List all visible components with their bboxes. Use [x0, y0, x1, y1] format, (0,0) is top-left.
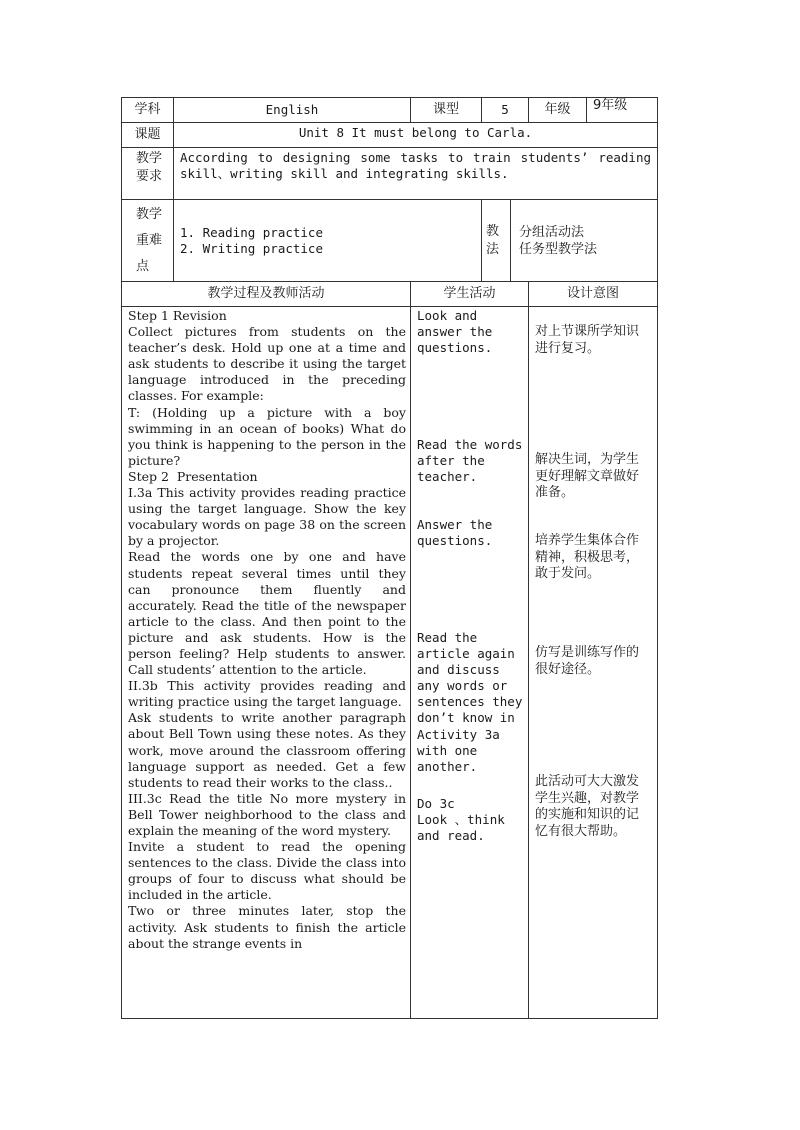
student-activity: Read the article again and discuss any words or sentences they don’t know in Activity 3a with one another.	[417, 630, 523, 774]
focus-label	[122, 200, 174, 282]
intent-item: 解决生词，为学生更好理解文章做好准备。	[535, 452, 640, 500]
method-item: 任务型教学法	[519, 241, 598, 257]
topic-value: Unit 8 It must belong to Carla.	[174, 123, 658, 148]
student-header: 学生活动	[411, 282, 529, 307]
intent-item: 对上节课所学知识进行复习。	[535, 324, 640, 356]
process-paragraph: Collect pictures from students on the teacher’s desk. Hold up one at a time and ask students to describe it using the target language introduced in the preceding classes. For example:	[128, 324, 410, 404]
intent-header: 设计意图	[529, 282, 658, 307]
header-row	[122, 98, 658, 123]
requirements-value: According to designing some tasks to train students’ reading skill、writing skill and integrating skills.	[174, 148, 658, 200]
process-paragraph: Two or three minutes later, stop the activity. Ask students to finish the article about the strange events in	[128, 903, 410, 951]
student-cell	[411, 307, 529, 1019]
process-text	[122, 307, 410, 1018]
process-paragraph: III.3c Read the title No more mystery in Bell Tower neighborhood to the class and explain the meaning of the word mystery.	[128, 790, 410, 838]
process-paragraph: Invite a student to read the opening sentences to the class. Divide the class into groups of four to discuss what should be included in the article.	[128, 839, 410, 903]
intent-item: 培养学生集体合作精神，积极思考，敢于发问。	[535, 533, 640, 581]
process-paragraph: Ask students to write another paragraph about Bell Town using these notes. As they work, move around the classroom offering language support as needed. Get a few students to read their works to the class..	[128, 710, 410, 790]
method-list	[511, 200, 658, 282]
focus-row	[122, 200, 658, 282]
requirements-row	[122, 148, 658, 200]
intent-text	[529, 307, 657, 840]
intent-item: 仿写是训练写作的很好途径。	[535, 645, 640, 677]
process-paragraph: I.3a This activity provides reading practice using the target language. Show the key vocabulary words on page 38 on the screen by a projector.	[128, 485, 410, 549]
process-cell	[122, 307, 411, 1019]
student-activity: Answer the questions.	[417, 517, 493, 549]
topic-row	[122, 123, 658, 148]
intent-cell	[529, 307, 658, 1019]
requirements-label-text: 教学要求	[136, 151, 163, 184]
student-activity: Read the words after the teacher.	[417, 437, 523, 485]
grade-value: 9年级	[587, 98, 658, 123]
process-paragraph: Step 1 Revision	[128, 308, 227, 323]
requirements-label	[122, 148, 174, 200]
focus-item: 1. Reading practice	[180, 224, 323, 240]
student-activity: Do 3c Look 、think and read.	[417, 796, 505, 844]
method-item: 分组活动法	[519, 224, 585, 240]
student-activity: Look and answer the questions.	[417, 308, 493, 356]
focus-item: 2. Writing practice	[180, 240, 323, 256]
column-header-row	[122, 282, 658, 307]
process-paragraph: Read the words one by one and have students repeat several times until they can pronounce them fluently and accurately. Read the title of the newspaper article to the class. And then point to the picture and ask students. How is the person feeling? Help students to answer. Call students’ attention to the article.	[128, 549, 410, 678]
process-paragraph: T: (Holding up a picture with a boy swimming in an ocean of books) What do you think is happening to the person in the picture?	[128, 404, 410, 468]
subject-label: 学科	[122, 98, 174, 123]
content-row	[122, 307, 658, 1019]
intent-item: 此活动可大大激发学生兴趣，对教学的实施和知识的记忆有很大帮助。	[535, 774, 640, 839]
subject-value: English	[174, 98, 411, 123]
focus-items	[174, 200, 482, 282]
process-header: 教学过程及教师活动	[122, 282, 411, 307]
process-paragraph: II.3b This activity provides reading and writing practice using the target language.	[128, 678, 410, 710]
process-paragraph: Step 2 Presentation	[128, 468, 258, 484]
topic-label: 课题	[122, 123, 174, 148]
focus-label-text: 教学重难点	[136, 206, 163, 274]
lesson-plan-table	[121, 97, 658, 1019]
type-label: 课型	[411, 98, 482, 123]
method-label-text: 教法	[486, 223, 500, 257]
grade-label: 年级	[529, 98, 587, 123]
method-label	[482, 200, 511, 282]
student-text	[411, 307, 528, 844]
type-value: 5	[482, 98, 529, 123]
